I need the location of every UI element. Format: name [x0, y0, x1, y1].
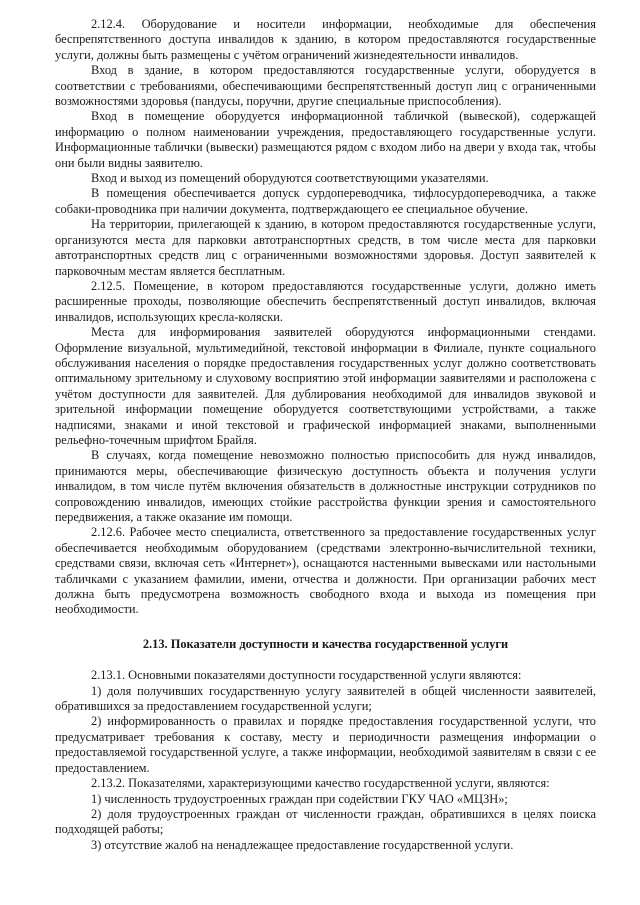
paragraph-info-sign: Вход в помещение оборудуется информационной табличкой (вывеской), содержащей информацию о полном наименовании учреждения, предоставляющего государственные услуги. Информационные таблички (вывески) размещаются рядом с входом либо на двери у входа так, чтобы они были видны заявителю. — [55, 109, 596, 170]
paragraph-accessibility-measures: В случаях, когда помещение невозможно полностью приспособить для нужд инвалидов, принимаются меры, обеспечивающие физическую доступность объекта и получения услуги инвалидом, в том числе путём включения обязательств в должностные инструкции сотрудников по сопровождению инвалидов, имеющих стойкие расстройства функции зрения и самостоятельного передвижения, а также оказание им помощи. — [55, 448, 596, 524]
list-item-quality-1: 1) численность трудоустроенных граждан при содействии ГКУ ЧАО «МЦЗН»; — [91, 791, 508, 806]
paragraph-2-13-1: 2.13.1. Основными показателями доступности государственной услуги являются: — [91, 668, 522, 683]
list-item-quality-3: 3) отсутствие жалоб на ненадлежащее предоставление государственной услуги. — [91, 837, 514, 852]
paragraph-info-stands: Места для информирования заявителей оборудуются информационными стендами. Оформление визуальной, мультимедийной, текстовой информации в Филиале, пункте социального обслуживания населения о порядке предоставления государственных услуг должно соответствовать оптимальному зрительному и слуховому восприятию этой информации заявителями и расположена с учётом доступности для заявителей. Для дублирования необходимой для инвалидов звуковой и зрительной информации помещение оборудуется соответствующими устройствами, а также надписями, знаками и иной текстовой и графической информацией знаками, выполненными рельефно-точечным шрифтом Брайля. — [55, 325, 596, 447]
paragraph-2-12-6: 2.12.6. Рабочее место специалиста, ответственного за предоставление государственных услуг обеспечивается необходимым оборудованием (средствами электронно-вычислительной техники, средствами связи, включая сеть «Интернет»), оснащаются настенными вывесками или настольными табличками с указанием фамилии, имени, отчества и должности. При организации рабочих мест должна быть предусмотрена возможность свободного входа и выхода из помещения при необходимости. — [55, 525, 596, 617]
document-body — [55, 17, 596, 853]
paragraph-2-13-2: 2.13.2. Показателями, характеризующими качество государственной услуги, являются: — [91, 776, 550, 791]
paragraph-2-12-5: 2.12.5. Помещение, в котором предоставляются государственные услуги, должно иметь расширенные проходы, позволяющие обеспечить беспрепятственный доступ инвалидов, включая инвалидов, использующих кресла-коляски. — [55, 278, 596, 324]
paragraph-2-12-4: 2.12.4. Оборудование и носители информации, необходимые для обеспечения беспрепятственного доступа инвалидов к зданию, в котором предоставляются государственные услуги, должны быть размещены с учётом ограничений жизнедеятельности инвалидов. — [55, 17, 596, 62]
list-item-quality-2: 2) доля трудоустроенных граждан от численности граждан, обратившихся в целях поиска подходящей работы; — [55, 806, 596, 837]
list-item-accessibility-1: 1) доля получивших государственную услугу заявителей в общей численности заявителей, обратившихся за предоставлением государственной услуги; — [55, 683, 596, 714]
paragraph-parking: На территории, прилегающей к зданию, в котором предоставляются государственные услуги, организуются места для парковки автотранспортных средств, в том числе места для парковки автотранспортных средств лиц с ограниченными возможностями здоровья. Доступ заявителей к парковочным местам является бесплатным. — [55, 217, 596, 278]
paragraph-building-entrance: Вход в здание, в котором предоставляются государственные услуги, оборудуется в соответствии с требованиями, обеспечивающими беспрепятственный доступ лиц с ограниченными возможностями здоровья (пандусы, поручни, другие специальные приспособления). — [55, 63, 596, 109]
paragraph-interpreter-access: В помещения обеспечивается допуск сурдопереводчика, тифлосурдопереводчика, а также собаки-проводника при наличии документа, подтверждающего ее специальное обучение. — [55, 186, 596, 216]
paragraph-entry-exit-signs: Вход и выход из помещений оборудуются соответствующими указателями. — [91, 171, 489, 186]
list-item-accessibility-2: 2) информированность о правилах и порядке предоставления государственной услуги, что предусматривает требования к составу, месту и периодичности размещения информации о предоставляемой государственной услуге, а также информации, необходимой заявителям в связи с ее предоставлением. — [55, 714, 596, 775]
section-heading-2-13: 2.13. Показатели доступности и качества государственной услуги — [142, 636, 509, 651]
